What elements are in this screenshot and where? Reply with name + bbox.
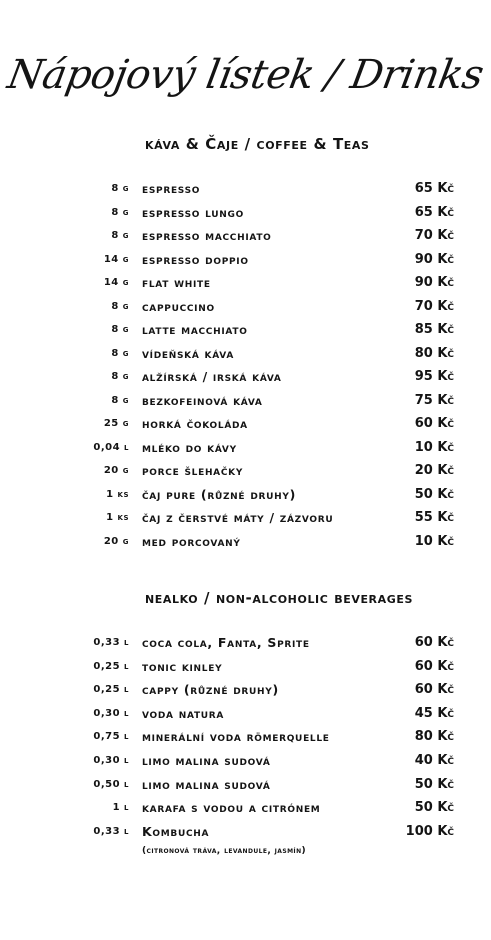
item-name: bezkofeinová káva [142, 392, 263, 408]
item-name: espresso lungo [142, 204, 244, 220]
menu-item [0, 659, 491, 677]
item-price: 100 Kč [405, 823, 454, 839]
item-name: vídeňská káva [142, 345, 234, 361]
item-price: 40 Kč [414, 753, 454, 768]
item-quantity: 0,30 l [93, 755, 129, 766]
menu-item [0, 393, 491, 411]
menu-item [0, 682, 491, 700]
item-quantity: 0,75 l [93, 731, 129, 743]
menu-item [0, 463, 491, 481]
menu-item [0, 322, 491, 340]
item-name: alžírská / irská káva [142, 369, 282, 384]
item-name: med porcovaný [142, 533, 241, 549]
item-quantity: 1 ks [106, 512, 129, 523]
item-name: voda natura [142, 705, 225, 721]
item-name: čaj pure (různé druhy) [142, 486, 296, 502]
item-name: Kombucha [142, 823, 210, 839]
menu-item [0, 228, 491, 246]
item-price: 70 Kč [414, 298, 454, 314]
item-price: 50 Kč [414, 776, 454, 792]
item-quantity: 0,33 l [93, 825, 129, 837]
item-quantity: 0,25 l [93, 684, 129, 696]
menu-item [0, 534, 491, 552]
menu-item [0, 510, 491, 528]
item-name: coca cola, Fanta, Sprite [142, 635, 310, 650]
item-name: cappy (různé druhy) [142, 682, 279, 698]
item-price: 80 Kč [414, 729, 454, 745]
menu-title: Nápojový lístek / Drinks [4, 52, 487, 98]
menu-item [0, 753, 491, 771]
item-quantity: 1 ks [106, 488, 129, 500]
item-price: 65 Kč [414, 204, 454, 220]
item-price: 80 Kč [414, 345, 454, 361]
menu-item [0, 252, 491, 270]
item-quantity: 0,30 l [93, 707, 129, 719]
item-price: 55 Kč [414, 510, 454, 525]
item-name: flat white [142, 275, 211, 290]
menu-item [0, 440, 491, 458]
item-name: tonic kinley [142, 658, 223, 674]
item-quantity: 25 g [103, 418, 129, 429]
item-quantity: 8 g [111, 371, 129, 382]
item-name: cappuccino [142, 298, 215, 314]
menu-item [0, 487, 491, 505]
item-quantity: 0,25 l [93, 660, 129, 672]
item-price: 65 Kč [414, 181, 454, 196]
item-quantity: 8 g [111, 324, 129, 335]
item-quantity: 0,04 l [93, 441, 129, 453]
item-price: 20 Kč [414, 463, 454, 478]
item-quantity: 8 g [111, 206, 129, 218]
item-quantity: 14 g [103, 277, 129, 288]
item-quantity: 14 g [103, 253, 129, 265]
item-price: 50 Kč [414, 486, 454, 502]
item-quantity: 20 g [103, 465, 129, 476]
item-price: 50 Kč [414, 800, 454, 816]
item-quantity: 1 l [112, 802, 129, 814]
item-price: 60 Kč [414, 658, 454, 674]
menu-item [0, 729, 491, 747]
menu-item [0, 635, 491, 653]
item-price: 85 Kč [414, 322, 454, 337]
item-quantity: 8 g [111, 347, 129, 359]
item-name: limo malina sudová [142, 776, 271, 792]
menu-item [0, 824, 491, 842]
item-quantity: 8 g [111, 183, 129, 194]
item-price: 60 Kč [414, 682, 454, 698]
menu-item [0, 299, 491, 317]
item-price: 90 Kč [414, 275, 454, 290]
item-name: latte macchiato [142, 322, 248, 337]
item-name: espresso [142, 181, 201, 196]
menu-item [0, 777, 491, 795]
item-quantity: 20 g [103, 535, 129, 547]
item-price: 60 Kč [414, 635, 454, 650]
item-name: limo malina sudová [142, 753, 271, 768]
item-name: espresso doppio [142, 251, 249, 267]
item-name: horká čokoláda [142, 416, 248, 431]
menu-item [0, 706, 491, 724]
menu-item [0, 205, 491, 223]
item-quantity: 0,50 l [93, 778, 129, 790]
item-price: 70 Kč [414, 228, 454, 243]
menu-item [0, 275, 491, 293]
item-quantity: 0,33 l [93, 637, 129, 648]
item-price: 60 Kč [414, 416, 454, 431]
item-name: espresso macchiato [142, 228, 272, 243]
item-name: karafa s vodou a citrónem [142, 800, 321, 816]
item-quantity: 8 g [111, 300, 129, 312]
kombucha-flavors-note: (citronová tráva, levandule, jasmín) [142, 846, 307, 856]
item-name: čaj z čerstvé máty / zázvoru [142, 510, 334, 525]
item-price: 45 Kč [414, 705, 454, 721]
menu-item [0, 346, 491, 364]
item-price: 90 Kč [414, 251, 454, 267]
item-price: 10 Kč [414, 533, 454, 549]
item-name: minerální voda römerquelle [142, 729, 330, 745]
item-quantity: 8 g [111, 394, 129, 406]
item-quantity: 8 g [111, 230, 129, 241]
section-heading-non-alcoholic: nealko / non-alcoholic beverages [145, 589, 414, 607]
menu-item [0, 181, 491, 199]
item-name: porce šlehačky [142, 463, 244, 478]
item-price: 95 Kč [414, 369, 454, 384]
menu-item [0, 416, 491, 434]
item-price: 10 Kč [414, 439, 454, 455]
item-price: 75 Kč [414, 392, 454, 408]
section-heading-coffee: káva & Čaje / coffee & Teas [145, 135, 370, 153]
menu-item [0, 369, 491, 387]
item-name: mléko do kávy [142, 439, 237, 455]
menu-item [0, 800, 491, 818]
